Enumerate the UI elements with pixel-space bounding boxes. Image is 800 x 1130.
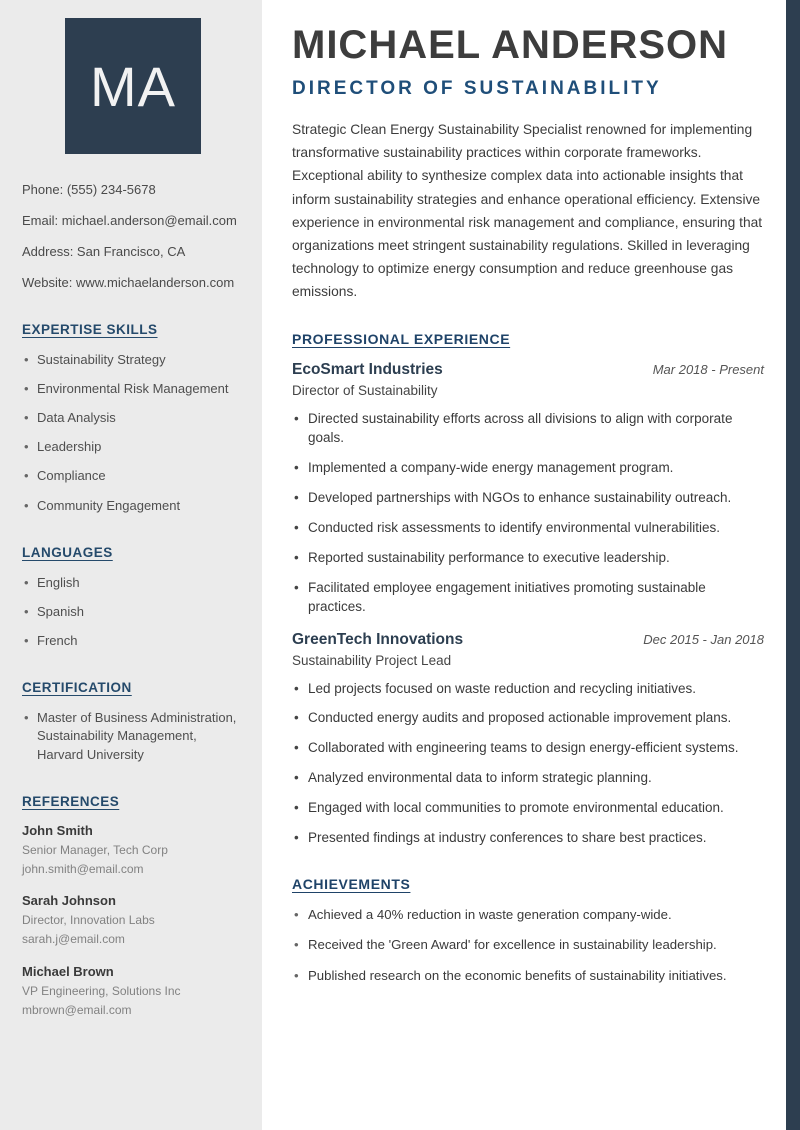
language-item: • English	[22, 574, 244, 592]
employment-dates: Dec 2015 - Jan 2018	[643, 631, 764, 647]
experience-bullet: • Conducted risk assessments to identify environmental vulnerabilities.	[292, 519, 764, 538]
company-name: GreenTech Innovations	[292, 630, 464, 648]
reference-item	[22, 964, 244, 1018]
expertise-skills-list	[22, 351, 244, 515]
section-certification	[22, 680, 244, 764]
experience-bullet: • Directed sustainability efforts across all divisions to align with corporate goals.	[292, 410, 764, 448]
experience-bullet: • Conducted energy audits and proposed actionable improvement plans.	[292, 709, 764, 728]
experience-header	[292, 361, 764, 379]
experience-bullet: • Reported sustainability performance to executive leadership.	[292, 549, 764, 568]
reference-email: john.smith@email.com	[22, 862, 144, 876]
contact-address: Address: San Francisco, CA	[22, 243, 186, 259]
main-content	[262, 0, 786, 1130]
professional-experience-heading: PROFESSIONAL EXPERIENCE	[292, 331, 511, 348]
experience-bullet: • Collaborated with engineering teams to design energy-efficient systems.	[292, 739, 764, 758]
section-references	[22, 794, 244, 1018]
candidate-name: MICHAEL ANDERSON	[292, 23, 729, 67]
achievement-item: • Achieved a 40% reduction in waste generation company-wide.	[292, 906, 764, 924]
candidate-job-title: DIRECTOR OF SUSTAINABILITY	[292, 78, 662, 99]
experience-entry	[292, 361, 764, 616]
skill-item: • Data Analysis	[22, 409, 244, 427]
contact-email: Email: michael.anderson@email.com	[22, 212, 237, 228]
experience-bullet: • Implemented a company-wide energy management program.	[292, 459, 764, 478]
position-title: Director of Sustainability	[292, 383, 438, 399]
expertise-skills-heading: EXPERTISE SKILLS	[22, 321, 158, 337]
certification-heading: CERTIFICATION	[22, 680, 132, 696]
achievement-item: • Received the 'Green Award' for excellence in sustainability leadership.	[292, 936, 764, 954]
section-expertise-skills	[22, 322, 244, 515]
reference-email: sarah.j@email.com	[22, 932, 125, 947]
reference-email: mbrown@email.com	[22, 1002, 132, 1017]
skill-item: • Leadership	[22, 438, 244, 456]
contact-website: Website: www.michaelanderson.com	[22, 274, 235, 290]
experience-bullets	[292, 410, 764, 616]
experience-bullet: • Facilitated employee engagement initiatives promoting sustainable practices.	[292, 579, 764, 617]
achievements-list	[292, 906, 764, 985]
languages-list	[22, 574, 244, 651]
reference-name: Michael Brown	[22, 963, 114, 979]
contact-phone: Phone: (555) 234-5678	[22, 182, 156, 197]
reference-name: Sarah Johnson	[22, 893, 116, 909]
reference-role: VP Engineering, Solutions Inc	[22, 983, 181, 998]
reference-name: John Smith	[22, 822, 93, 838]
position-title: Sustainability Project Lead	[292, 652, 452, 668]
experience-bullets	[292, 680, 764, 848]
accent-strip	[786, 0, 800, 1130]
avatar-initials: MA	[90, 54, 176, 118]
employment-dates: Mar 2018 - Present	[652, 362, 764, 378]
experience-header	[292, 631, 764, 649]
reference-role: Senior Manager, Tech Corp	[22, 842, 168, 857]
summary-paragraph: Strategic Clean Energy Sustainability Specialist renowned for implementing transformative sustainability practices within corporate frameworks. Exceptional ability to synthesize complex data into actionable insights that inform sustainability strategies and enhance operational efficiency. Extensive experience in environmental risk management and compliance, ensuring that organizations meet stringent sustainability regulations. Skilled in leveraging technology to optimize energy consumption and reduce greenhouse gas emissions.	[292, 122, 763, 300]
skill-item: • Community Engagement	[22, 497, 244, 515]
references-heading: REFERENCES	[22, 793, 120, 809]
experience-bullet: • Analyzed environmental data to inform strategic planning.	[292, 769, 764, 788]
skill-item: • Environmental Risk Management	[22, 380, 244, 398]
company-name: EcoSmart Industries	[292, 361, 443, 379]
reference-role: Director, Innovation Labs	[22, 913, 155, 928]
experience-entry	[292, 631, 764, 848]
language-item: • French	[22, 632, 244, 650]
certification-list	[22, 709, 244, 764]
skill-item: • Sustainability Strategy	[22, 351, 244, 369]
language-item: • Spanish	[22, 603, 244, 621]
section-languages	[22, 545, 244, 651]
languages-heading: LANGUAGES	[22, 544, 113, 560]
achievements-heading: ACHIEVEMENTS	[292, 875, 411, 892]
experience-bullet: • Developed partnerships with NGOs to enhance sustainability outreach.	[292, 489, 764, 508]
reference-item	[22, 893, 244, 947]
experience-bullet: • Led projects focused on waste reduction and recycling initiatives.	[292, 680, 764, 699]
avatar	[65, 18, 201, 154]
sidebar	[0, 0, 262, 1130]
reference-item	[22, 823, 244, 877]
experience-bullet: • Engaged with local communities to promote environmental education.	[292, 799, 764, 818]
certification-item: • Master of Business Administration, Sustainability Management, Harvard University	[22, 709, 244, 764]
skill-item: • Compliance	[22, 467, 244, 485]
experience-bullet: • Presented findings at industry conferences to share best practices.	[292, 829, 764, 848]
achievement-item: • Published research on the economic benefits of sustainability initiatives.	[292, 967, 764, 985]
contact-info	[22, 182, 244, 292]
